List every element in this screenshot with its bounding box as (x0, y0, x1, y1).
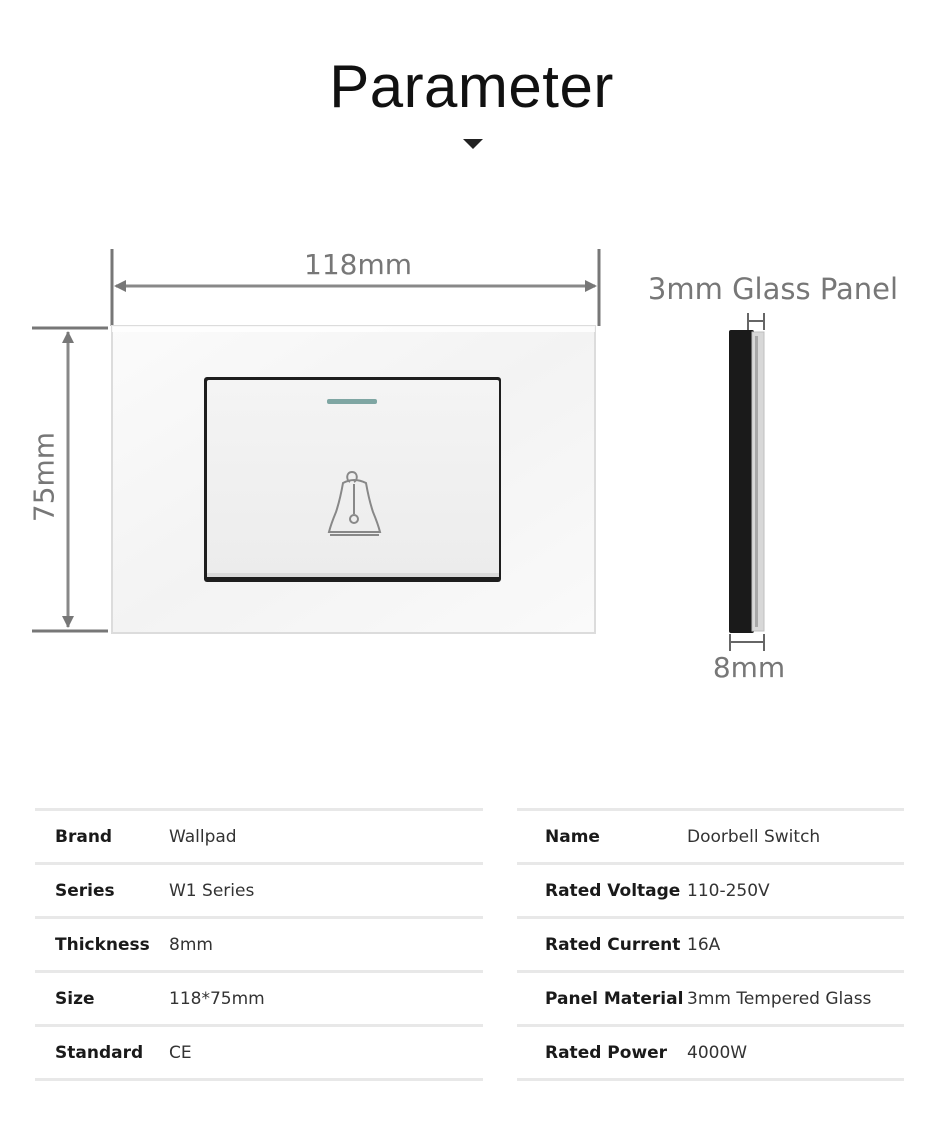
page-title: Parameter (329, 53, 614, 120)
spec-label: Panel Material (545, 988, 684, 1009)
spec-value: 118*75mm (169, 988, 265, 1009)
indicator-light (327, 399, 377, 404)
spec-row-name (517, 811, 904, 865)
spec-value: 4000W (687, 1042, 748, 1063)
spec-value: CE (169, 1042, 192, 1063)
spec-value: Wallpad (169, 826, 237, 847)
spec-row-rated-voltage (517, 865, 904, 919)
height-label: 75mm (27, 431, 61, 523)
glass-panel-label: 3mm Glass Panel (647, 272, 899, 306)
spec-value: 16A (687, 934, 721, 955)
spec-row-thickness (35, 919, 483, 973)
spec-value: 110-250V (687, 880, 770, 901)
spec-table-left (35, 808, 483, 1081)
spec-label: Rated Current (545, 934, 681, 955)
spec-value: 8mm (169, 934, 213, 955)
spec-label: Standard (55, 1042, 144, 1063)
spec-value: Doorbell Switch (687, 826, 821, 847)
thickness-label: 8mm (712, 651, 786, 684)
switch-side-view (729, 313, 764, 651)
spec-row-size (35, 973, 483, 1027)
spec-label: Series (55, 880, 115, 901)
spec-label: Brand (55, 826, 113, 847)
spec-label: Rated Power (545, 1042, 668, 1063)
spec-row-panel-material (517, 973, 904, 1027)
spec-label: Thickness (55, 934, 150, 955)
spec-row-rated-power (517, 1027, 904, 1081)
spec-table-right (517, 808, 904, 1081)
width-label: 118mm (304, 248, 412, 281)
spec-row-standard (35, 1027, 483, 1081)
spec-row-rated-current (517, 919, 904, 973)
spec-label: Name (545, 826, 600, 847)
spec-value: 3mm Tempered Glass (687, 988, 872, 1009)
spec-label: Rated Voltage (545, 880, 681, 901)
spec-row-series (35, 865, 483, 919)
spec-row-brand (35, 811, 483, 865)
spec-value: W1 Series (169, 880, 255, 901)
spec-label: Size (55, 988, 95, 1009)
